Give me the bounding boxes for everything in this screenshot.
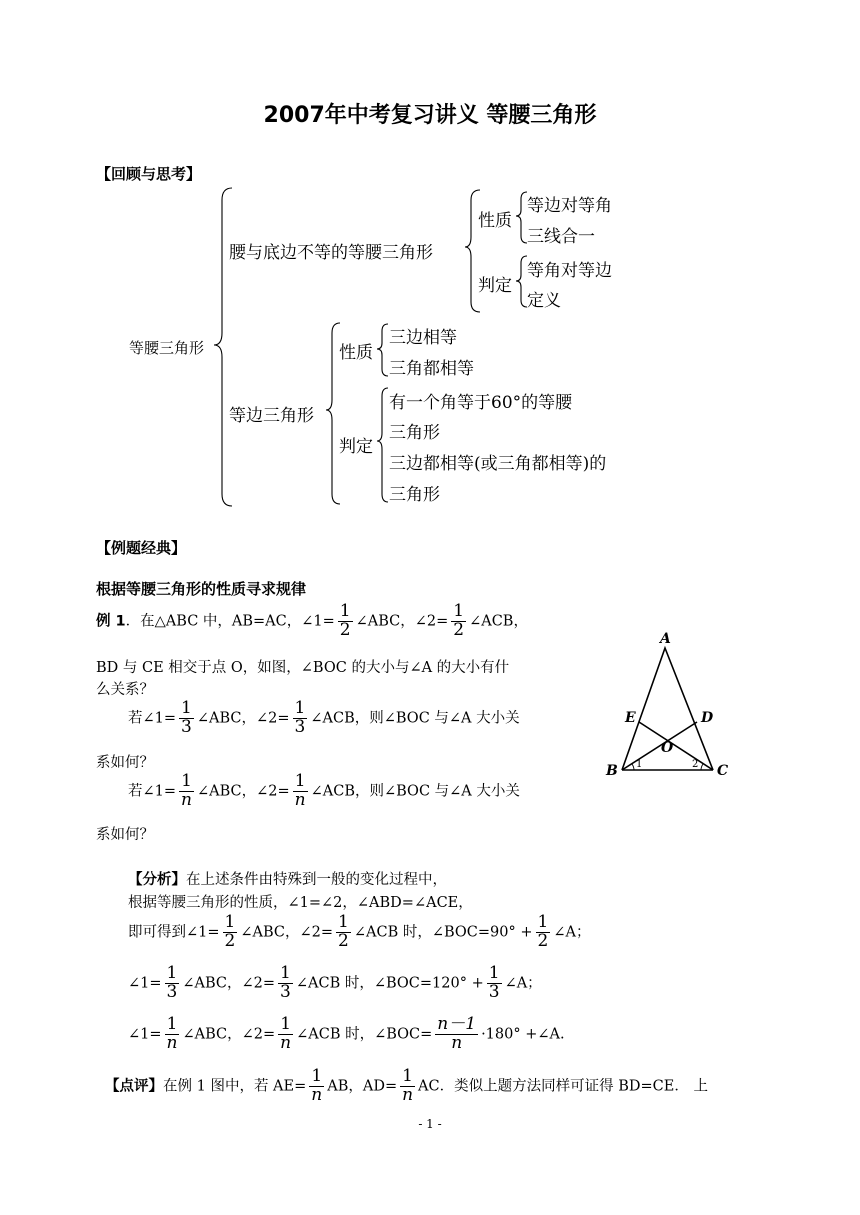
tree-b2-judge-2: 三角形 [389, 423, 440, 443]
fraction-one-over-n: $\frac{1}{n}$ [181, 771, 192, 810]
tree-b1-property-label: 性质 [478, 211, 512, 231]
tree-b2-property-label: 性质 [339, 343, 373, 363]
example1-line1: 例 1．在△ABC 中，AB=AC，∠1= $\frac{1}{2}$ ∠ABC，∠2= $\frac{1}{2}$ ∠ACB， [96, 601, 528, 640]
page-title: 2007年中考复习讲义 等腰三角形 [263, 103, 597, 128]
fraction-one-over-n: $\frac{1}{n}$ [166, 1014, 178, 1053]
fraction-half: $\frac{1}{2}$ [339, 601, 351, 640]
example1-line3: 么关系？ [96, 682, 154, 698]
analysis-line2: 根据等腰三角形的性质，∠1=∠2，∠ABD=∠ACE， [128, 895, 473, 911]
example1-line4: 若∠1= $\frac{1}{3}$ ∠ABC，∠2= $\frac{1}{3}$ ∠ACB，则∠BOC 与∠A 大小关 [128, 698, 520, 737]
analysis-label: 【分析】 [128, 872, 186, 888]
tree-b1-judge-2: 定义 [527, 291, 561, 311]
fraction-third: $\frac{1}{3}$ [280, 963, 291, 1002]
example1-label: 例 1 [96, 613, 126, 630]
vertex-label-e: E [625, 710, 636, 726]
fraction-half: $\frac{1}{2}$ [338, 912, 349, 951]
tree-b1-judge-1: 等角对等边 [527, 261, 612, 281]
vertex-label-a: A [660, 631, 671, 647]
vertex-label-o: O [661, 740, 674, 756]
tree-b1-property-1: 等边对等角 [527, 196, 612, 216]
example1-line2: BD 与 CE 相交于点 O，如图，∠BOC 的大小与∠A 的大小有什 [96, 660, 510, 676]
fraction-third: $\frac{1}{3}$ [166, 963, 178, 1002]
analysis-line1: 【分析】在上述条件由特殊到一般的变化过程中， [128, 872, 447, 888]
comment-label: 【点评】 [105, 1078, 163, 1095]
fraction-one-over-n: $\frac{1}{n}$ [311, 1066, 323, 1105]
section-review-heading: 【回顾与思考】 [96, 165, 202, 183]
page-number: - 1 - [418, 1117, 442, 1131]
tree-b2-property-1: 三边相等 [389, 328, 457, 348]
tree-b1-property-2: 三线合一 [527, 227, 595, 247]
subsection-heading: 根据等腰三角形的性质寻求规律 [96, 580, 307, 598]
tree-root: 等腰三角形 [129, 339, 205, 357]
fraction-third: $\frac{1}{3}$ [488, 963, 500, 1002]
tree-b2-judge-label: 判定 [339, 437, 373, 457]
comment-line: 【点评】在例 1 图中，若 AE= $\frac{1}{n}$ AB，AD= $\frac{1}{n}$ AC．类似上题方法同样可证得 BD=CE． 上 [105, 1066, 708, 1105]
fraction-half: $\frac{1}{2}$ [537, 912, 549, 951]
tree-branch-equilateral: 等边三角形 [229, 406, 314, 426]
tree-b2-judge-4: 三角形 [389, 485, 440, 505]
example1-line7: 系如何？ [96, 827, 154, 843]
angle-label-1: 1 [636, 759, 643, 770]
vertex-label-b: B [606, 763, 618, 779]
fraction-half: $\frac{1}{2}$ [224, 912, 236, 951]
analysis-line4: ∠1= $\frac{1}{3}$ ∠ABC，∠2= $\frac{1}{3}$ ∠ACB 时，∠BOC=120° + $\frac{1}{3}$ ∠A； [128, 963, 542, 1002]
example1-line6: 若∠1= $\frac{1}{n}$ ∠ABC，∠2= $\frac{1}{n}$ ∠ACB，则∠BOC 与∠A 大小关 [128, 771, 520, 810]
fraction-third: $\frac{1}{3}$ [294, 698, 306, 737]
fraction-one-over-n: $\frac{1}{n}$ [294, 771, 306, 810]
fraction-one-over-n: $\frac{1}{n}$ [402, 1066, 414, 1105]
vertex-label-d: D [701, 710, 714, 726]
analysis-line5: ∠1= $\frac{1}{n}$ ∠ABC，∠2= $\frac{1}{n}$ ∠ACB 时，∠BOC= $\frac{n-1}{n}$ ·180° +∠A. [128, 1014, 565, 1053]
analysis-line3: 即可得到∠1= $\frac{1}{2}$ ∠ABC，∠2= $\frac{1}{2}$ ∠ACB 时，∠BOC=90° + $\frac{1}{2}$ ∠A； [128, 912, 591, 951]
fraction-third: $\frac{1}{3}$ [181, 698, 192, 737]
example1-line5: 系如何？ [96, 755, 154, 771]
tree-b2-property-2: 三角都相等 [389, 359, 474, 379]
fraction-half: $\frac{1}{2}$ [453, 601, 465, 640]
tree-b2-judge-1: 有一个角等于60°的等腰 [389, 393, 573, 413]
fraction-n-minus-1-over-n: $\frac{n-1}{n}$ [437, 1014, 477, 1053]
fraction-one-over-n: $\frac{1}{n}$ [280, 1014, 292, 1053]
tree-branch-isosceles: 腰与底边不等的等腰三角形 [229, 243, 433, 263]
vertex-label-c: C [717, 763, 729, 779]
tree-b2-judge-3: 三边都相等(或三角都相等)的 [389, 454, 607, 474]
tree-b1-judge-label: 判定 [478, 276, 512, 296]
section-examples-heading: 【例题经典】 [96, 539, 187, 557]
angle-label-2: 2 [692, 759, 699, 770]
